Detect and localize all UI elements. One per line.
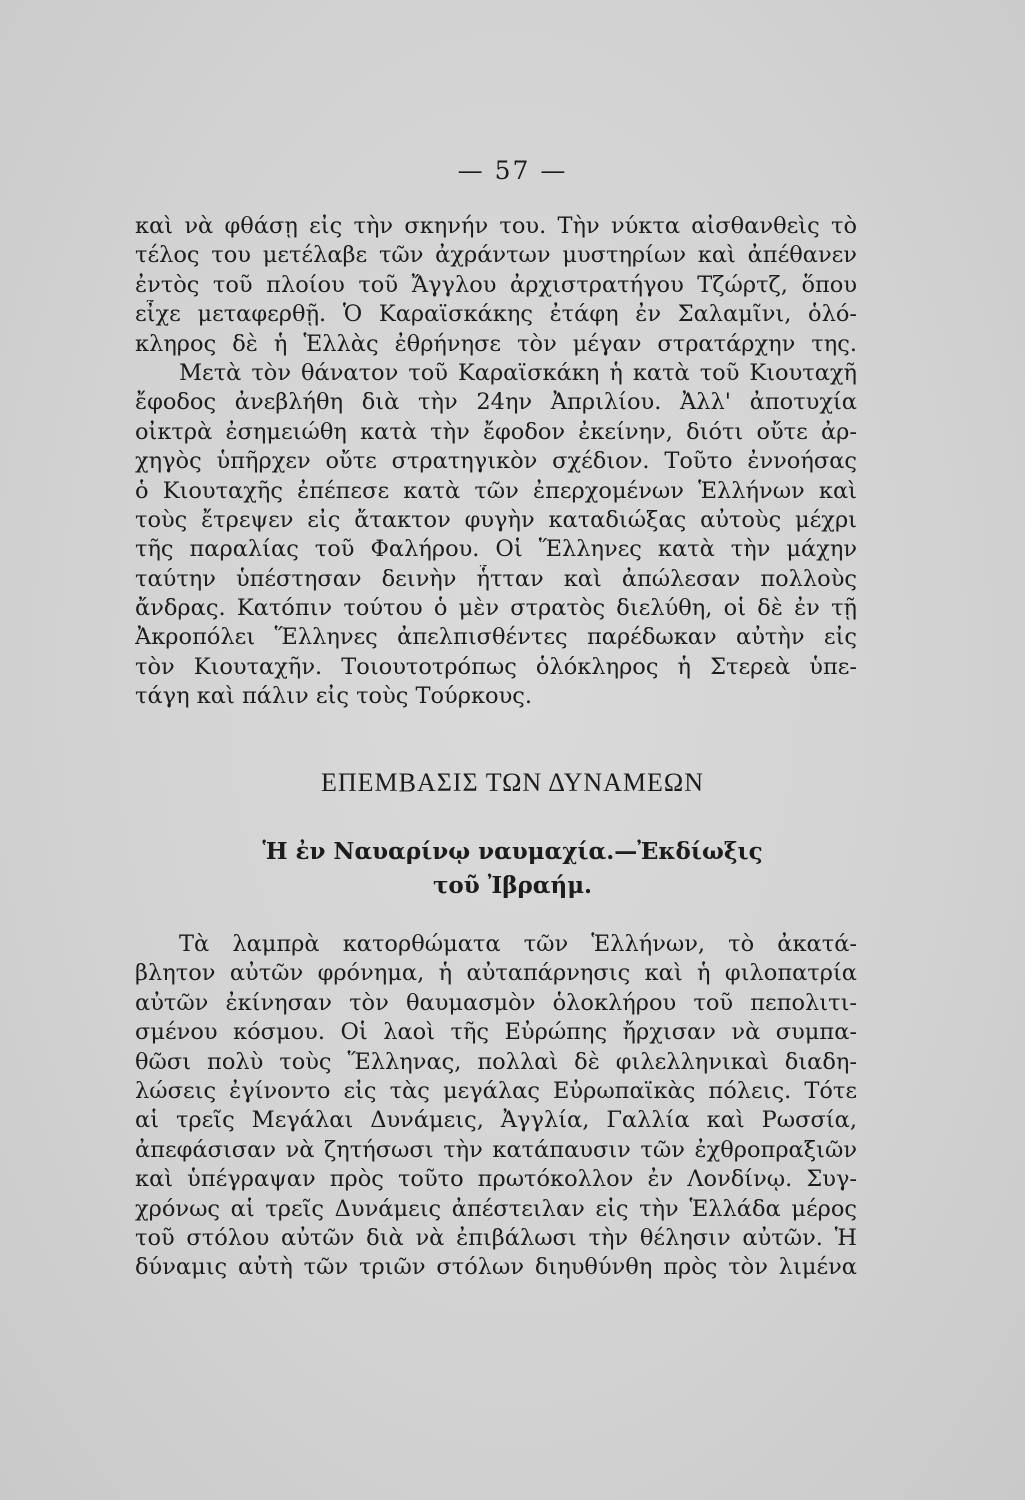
- text-line: χρόνως αἱ τρεῖς Δυνάμεις ἀπέστειλαν εἰς τὴν Ἑλλάδα μέρος: [135, 1195, 857, 1222]
- text-line: χηγὸς ὑπῆρχεν οὔτε στρατηγικὸν σχέδιον. Τοῦτο ἐννοήσας: [135, 448, 857, 475]
- text-line: ἔφοδος ἀνεβλήθη διὰ τὴν 24ην Ἀπριλίου. Ἀλλ' ἀποτυχία: [135, 389, 857, 416]
- subheading-line-1: Ἡ ἐν Ναυαρίνῳ ναυμαχία.—Ἐκδίωξις: [262, 838, 763, 865]
- text-line: λώσεις ἐγίνοντο εἰς τὰς μεγάλας Εὐρωπαϊκὰς πόλεις. Τότε: [135, 1077, 857, 1104]
- text-line: Ἀκροπόλει Ἕλληνες ἀπελπισθέντες παρέδωκαν αὐτὴν εἰς: [135, 624, 857, 651]
- page-number: — 57 —: [457, 156, 568, 185]
- text-line: βλητον αὐτῶν φρόνημα, ἡ αὐταπάρνησις καὶ ἡ φιλοπατρία: [135, 960, 857, 987]
- text-line: Μετὰ τὸν θάνατον τοῦ Καραϊσκάκη ἡ κατὰ τοῦ Κιουταχῆ: [179, 359, 857, 386]
- text-line: αἱ τρεῖς Μεγάλαι Δυνάμεις, Ἀγγλία, Γαλλία καὶ Ρωσσία,: [135, 1107, 857, 1134]
- text-line: θῶσι πολὺ τοὺς Ἕλληνας, πολλαὶ δὲ φιλελληνικαὶ διαδη-: [135, 1048, 857, 1075]
- text-line: τοὺς ἔτρεψεν εἰς ἄτακτον φυγὴν καταδιώξας αὐτοὺς μέχρι: [135, 506, 857, 533]
- text-line: σμένου κόσμου. Οἱ λαοὶ τῆς Εὐρώπης ἤρχισαν νὰ συμπα-: [135, 1019, 857, 1046]
- text-line: ἄνδρας. Κατόπιν τούτου ὁ μὲν στρατὸς διελύθη, οἱ δὲ ἐν τῇ: [135, 595, 857, 622]
- text-block-top: [135, 212, 857, 712]
- text-line: ἐντὸς τοῦ πλοίου τοῦ Ἄγγλου ἀρχιστρατήγου Τζώρτζ, ὅπου: [135, 271, 857, 298]
- text-line: τὸν Κιουταχῆν. Τοιουτοτρόπως ὁλόκληρος ἡ Στερεὰ ὑπε-: [135, 653, 857, 680]
- text-line: αὐτῶν ἐκίνησαν τὸν θαυμασμὸν ὁλοκλήρου τοῦ πεπολιτι-: [135, 989, 857, 1016]
- text-line: οἰκτρὰ ἐσημειώθη κατὰ τὴν ἔφοδον ἐκείνην, διότι οὔτε ἀρ-: [135, 418, 857, 445]
- text-line: εἶχε μεταφερθῇ. Ὁ Καραϊσκάκης ἐτάφη ἐν Σαλαμῖνι, ὁλό-: [135, 301, 857, 328]
- text-line: τῆς παραλίας τοῦ Φαλήρου. Οἱ Ἕλληνες κατὰ τὴν μάχην: [135, 536, 857, 563]
- text-line: δύναμις αὐτὴ τῶν τριῶν στόλων διηυθύνθη πρὸς τὸν λιμένα: [135, 1254, 857, 1281]
- text-line: τάγη καὶ πάλιν εἰς τοὺς Τούρκους.: [135, 683, 533, 710]
- text-line: Τὰ λαμπρὰ κατορθώματα τῶν Ἑλλήνων, τὸ ἀκατά-: [179, 931, 857, 957]
- text-line: ἀπεφάσισαν νὰ ζητήσωσι τὴν κατάπαυσιν τῶν ἐχθροπραξιῶν: [135, 1136, 857, 1163]
- text-line: καὶ νὰ φθάσῃ εἰς τὴν σκηνήν του. Τὴν νύκτα αἰσθανθεὶς τὸ: [135, 213, 857, 239]
- text-line: τέλος του μετέλαβε τῶν ἀχράντων μυστηρίων καὶ ἀπέθανεν: [135, 242, 857, 269]
- text-block-bottom: [135, 930, 857, 1283]
- text-line: καὶ ὑπέγραψαν πρὸς τοῦτο πρωτόκολλον ἐν Λονδίνῳ. Συγ-: [135, 1166, 857, 1193]
- text-line: τοῦ στόλου αὐτῶν διὰ νὰ ἐπιβάλωσι τὴν θέλησιν αὐτῶν. Ἡ: [135, 1224, 857, 1251]
- section-heading: ΕΠΕΜΒΑΣΙΣ ΤΩΝ ΔΥΝΑΜΕΩΝ: [320, 768, 705, 797]
- subheading-line-2: τοῦ Ἰβραήμ.: [432, 872, 593, 899]
- text-line: ταύτην ὑπέστησαν δεινὴν ἧτταν καὶ ἀπώλεσαν πολλοὺς: [135, 565, 857, 592]
- text-line: ὁ Κιουταχῆς ἐπέπεσε κατὰ τῶν ἐπερχομένων Ἑλλήνων καὶ: [135, 477, 857, 504]
- text-line: κληρος δὲ ἡ Ἑλλὰς ἐθρήνησε τὸν μέγαν στρατάρχην της.: [135, 330, 857, 357]
